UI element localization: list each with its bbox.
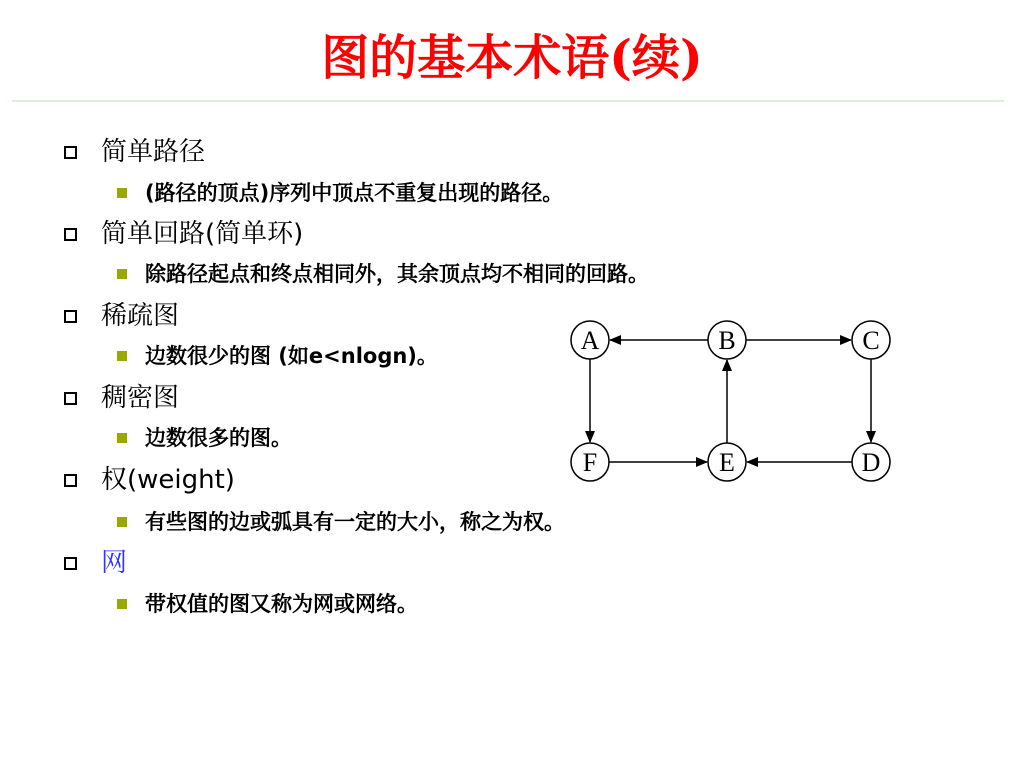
filled-square-bullet-icon (117, 517, 127, 527)
detail-simple-cycle: 除路径起点和终点相同外，其余顶点均不相同的回路。 (145, 262, 649, 286)
bullet-item-dense-graph (64, 380, 179, 416)
detail-weight: 有些图的边或弧具有一定的大小，称之为权。 (145, 510, 565, 534)
sub-bullet-simple-cycle (117, 259, 649, 289)
term-sparse-graph: 稀疏图 (101, 301, 180, 331)
graph-node-d (852, 443, 890, 481)
detail-dense-graph: 边数很多的图。 (145, 426, 292, 450)
node-label: F (582, 448, 598, 477)
graph-node-f (571, 443, 609, 481)
node-label: B (718, 326, 736, 355)
title-divider (12, 100, 1004, 102)
slide-title: 图的基本术语(续) (321, 30, 703, 86)
term-dense-graph: 稠密图 (101, 383, 180, 413)
bullet-item-simple-path (64, 134, 205, 170)
filled-square-bullet-icon (117, 433, 127, 443)
term-simple-cycle: 简单回路(简单环) (101, 219, 304, 249)
sub-bullet-weight (117, 507, 565, 537)
node-label: C (862, 326, 880, 355)
detail-network: 带权值的图又称为网或网络。 (145, 592, 418, 616)
graph-nodes (571, 321, 890, 481)
graph-node-c (852, 321, 890, 359)
hollow-square-bullet-icon (64, 392, 77, 405)
node-label: A (580, 326, 600, 355)
sub-bullet-network (117, 589, 418, 619)
node-label: D (861, 448, 881, 477)
hollow-square-bullet-icon (64, 146, 77, 159)
bullet-item-simple-cycle (64, 216, 303, 252)
sub-bullet-simple-path (117, 178, 563, 208)
hollow-square-bullet-icon (64, 310, 77, 323)
graph-node-b (708, 321, 746, 359)
term-network: 网 (101, 548, 128, 578)
detail-simple-path: (路径的顶点)序列中顶点不重复出现的路径。 (145, 181, 564, 205)
term-weight: 权(weight) (101, 465, 235, 495)
sub-bullet-sparse-graph (117, 341, 438, 371)
filled-square-bullet-icon (117, 351, 127, 361)
term-simple-path: 简单路径 (101, 137, 206, 167)
directed-graph-diagram (540, 300, 920, 500)
filled-square-bullet-icon (117, 188, 127, 198)
graph-node-a (571, 321, 609, 359)
sub-bullet-dense-graph (117, 423, 292, 453)
detail-sparse-graph: 边数很少的图 (如e<nlogn)。 (145, 344, 438, 368)
node-label: E (719, 448, 735, 477)
bullet-item-weight (64, 462, 235, 498)
filled-square-bullet-icon (117, 269, 127, 279)
graph-node-e (708, 443, 746, 481)
hollow-square-bullet-icon (64, 228, 77, 241)
hollow-square-bullet-icon (64, 557, 77, 570)
bullet-item-network (64, 545, 127, 581)
filled-square-bullet-icon (117, 599, 127, 609)
bullet-item-sparse-graph (64, 298, 179, 334)
hollow-square-bullet-icon (64, 474, 77, 487)
